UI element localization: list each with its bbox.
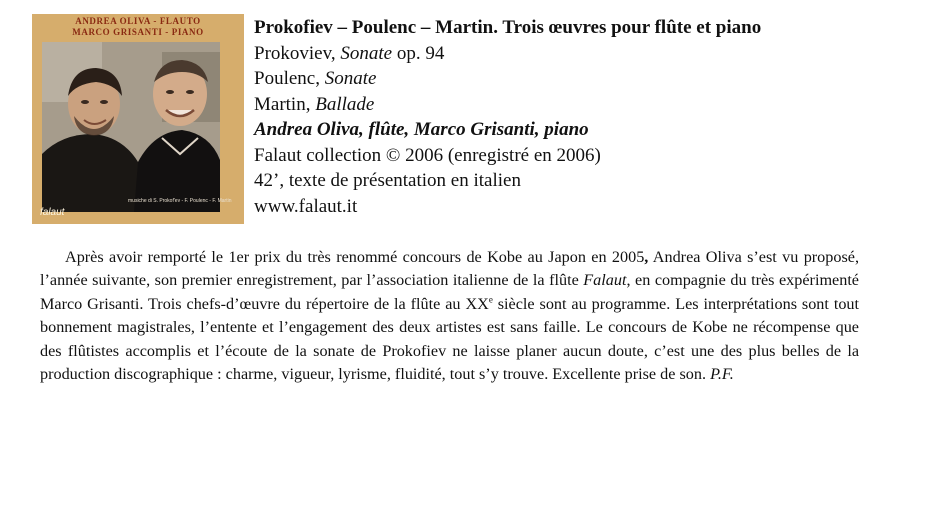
duration-notes: 42’, texte de présentation en italien [254, 170, 521, 191]
review-part-4: siècle sont au programme. Les interprétations sont tout bonnement magistrales, l’entente et l’engagement des deux artistes est sans faille. Le concours de Kobe ne récompense que des flûtistes accomplis et l’écoute de la sonate de Prokofiev ne laisse planer aucun doute, c’est une des plus belles de la production discographique : charme, vigueur, lyrisme, fluidité, tout s’y trouve. Excellente prise de son. [40, 294, 859, 384]
album-metadata [254, 15, 914, 219]
review-part-3: , en compagnie du très expérimenté Marco Grisanti. Trois chefs-d’œuvre du répertoire de la flûte au [40, 271, 859, 313]
review-text [40, 246, 859, 386]
work-line-martin [254, 92, 914, 118]
work-title: Ballade [315, 93, 375, 115]
work-title: Sonate [324, 68, 377, 89]
work-line-prokofiev [254, 41, 914, 67]
work-line-poulenc [254, 66, 914, 92]
album-title: Prokofiev – Poulenc – Martin. Trois œuvres pour flûte et piano [254, 17, 762, 38]
cover-photo [42, 42, 220, 212]
cover-credit: musiche di S. Prokof'ev - F. Poulenc - F. Martin [128, 198, 232, 204]
composer: Poulenc, [254, 68, 325, 89]
cover-header-piano: MARCO GRISANTI - PIANO [72, 27, 204, 37]
review-signature: P.F. [710, 365, 734, 384]
association-name: Falaut [583, 271, 627, 290]
review-part-1: Après avoir remporté le 1er prix du très renommé concours de Kobe au Japon en 2005 [65, 248, 645, 266]
work-title: Sonate [340, 42, 393, 64]
composer: Martin, [254, 93, 316, 115]
century: XX [465, 294, 489, 313]
falaut-logo: falaut [40, 207, 65, 218]
website: www.falaut.it [254, 195, 358, 217]
performers: Andrea Oliva, flûte, Marco Grisanti, piano [254, 119, 589, 140]
review-part-2: Andrea Oliva s’est vu proposé, l’année suivante, son premier enregistrement, par l’association italienne de la flûte [40, 248, 859, 290]
album-cover [32, 14, 244, 224]
century-superscript: e [488, 294, 493, 305]
musicians-photo [42, 42, 220, 212]
opus: op. 94 [392, 42, 445, 64]
label-info: Falaut collection © 2006 (enregistré en 2006) [254, 144, 601, 166]
composer: Prokoviev, [254, 42, 341, 64]
cover-header-flute: ANDREA OLIVA - FLAUTO [75, 16, 201, 26]
cover-header [32, 16, 244, 38]
review-comma: , [644, 248, 649, 266]
